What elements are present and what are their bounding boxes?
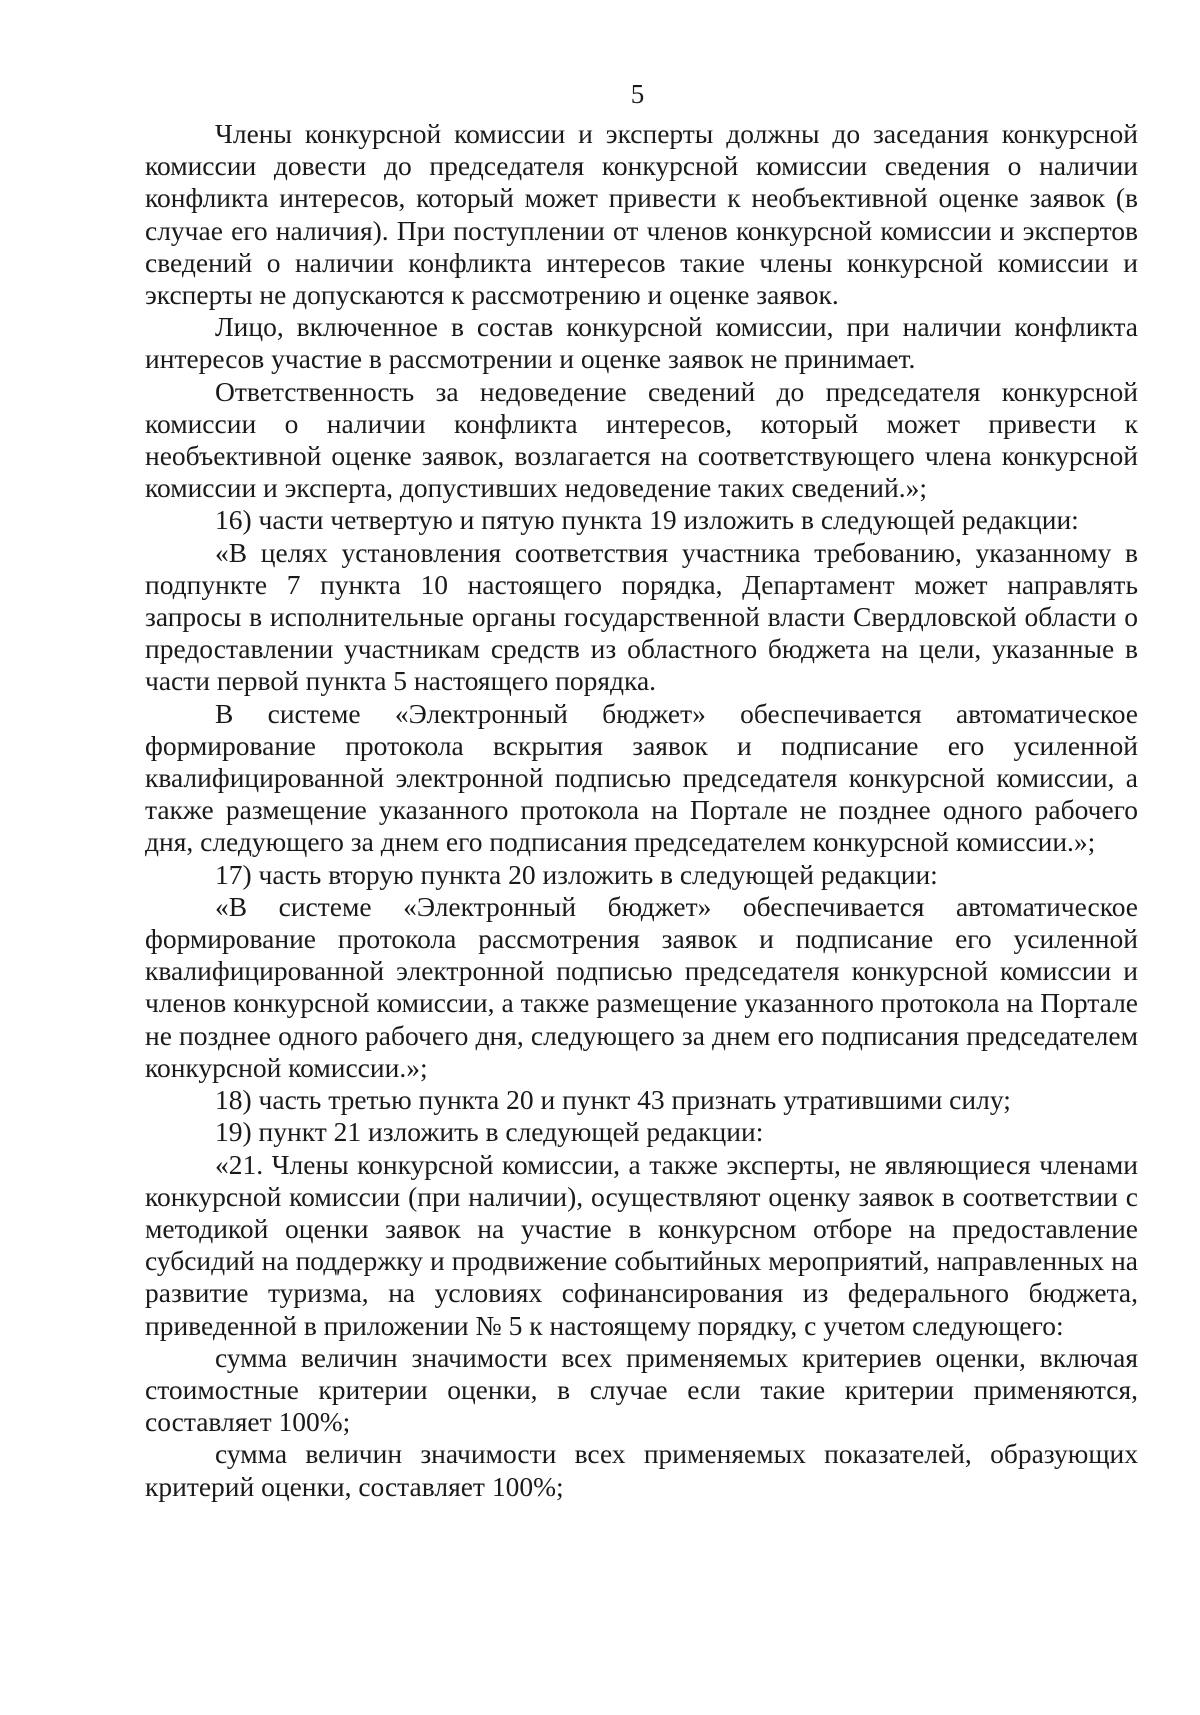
item-17: 17) часть вторую пункта 20 изложить в следующей редакции: [215, 858, 938, 890]
paragraph-conflict-of-interest: Члены конкурсной комиссии и эксперты должны до заседания конкурсной комиссии довести до председателя конкурсной комиссии сведения о наличии конфликта интересов, который может привести к необъективной оценке заявок (в случае его наличия). При поступлении от членов конкурсной комиссии и экспертов сведений о наличии конфликта интересов такие члены конкурсной комиссии и эксперты не допускаются к рассмотрению и оценке заявок. [145, 118, 1138, 311]
item-19: 19) пункт 21 изложить в следующей редакции: [215, 1116, 764, 1148]
paragraph-opening-protocol: В системе «Электронный бюджет» обеспечивается автоматическое формирование протокола вскрытия заявок и подписание его усиленной квалифицированной электронной подписью председателя конкурсной комиссии, а также размещение указанного протокола на Портале не позднее одного рабочего дня, следующего за днем его подписания председателем конкурсной комиссии.»; [145, 697, 1138, 858]
document-body [145, 118, 1138, 1503]
paragraph-responsibility: Ответственность за недоведение сведений до председателя конкурсной комиссии о наличии конфликта интересов, который может привести к необъективной оценке заявок, возлагается на соответствующего члена конкурсной комиссии и эксперта, допустивших недоведение таких сведений.»; [145, 375, 1138, 504]
paragraph-indicators-sum: сумма величин значимости всех применяемых показателей, образующих критерий оценки, составляет 100%; [145, 1438, 1138, 1502]
paragraph-person-in-commission: Лицо, включенное в состав конкурсной комиссии, при наличии конфликта интересов участие в рассмотрении и оценке заявок не принимает. [145, 311, 1138, 375]
paragraph-criteria-sum: сумма величин значимости всех применяемых критериев оценки, включая стоимостные критерии оценки, в случае если такие критерии применяются, составляет 100%; [145, 1341, 1138, 1438]
paragraph-requests: «В целях установления соответствия участника требованию, указанному в подпункте 7 пункта 10 настоящего порядка, Департамент может направлять запросы в исполнительные органы государственной власти Свердловской области о предоставлении участникам средств из областного бюджета на цели, указанные в части первой пункта 5 настоящего порядка. [145, 536, 1138, 697]
page-number: 5 [630, 79, 645, 109]
paragraph-point-21: «21. Члены конкурсной комиссии, а также эксперты, не являющиеся членами конкурсной комиссии (при наличии), осуществляют оценку заявок в соответствии с методикой оценки заявок на участие в конкурсном отборе на предоставление субсидий на поддержку и продвижение событийных мероприятий, направленных на развитие туризма, на условиях софинансирования из федерального бюджета, приведенной в приложении № 5 к настоящему порядку, с учетом следующего: [145, 1148, 1138, 1341]
item-18: 18) часть третью пункта 20 и пункт 43 признать утратившими силу; [215, 1084, 1011, 1116]
item-16: 16) части четвертую и пятую пункта 19 изложить в следующей редакции: [215, 504, 1079, 536]
paragraph-review-protocol: «В системе «Электронный бюджет» обеспечивается автоматическое формирование протокола рассмотрения заявок и подписание его усиленной квалифицированной электронной подписью председателя конкурсной комиссии и членов конкурсной комиссии, а также размещение указанного протокола на Портале не позднее одного рабочего дня, следующего за днем его подписания председателем конкурсной комиссии.»; [145, 890, 1138, 1083]
